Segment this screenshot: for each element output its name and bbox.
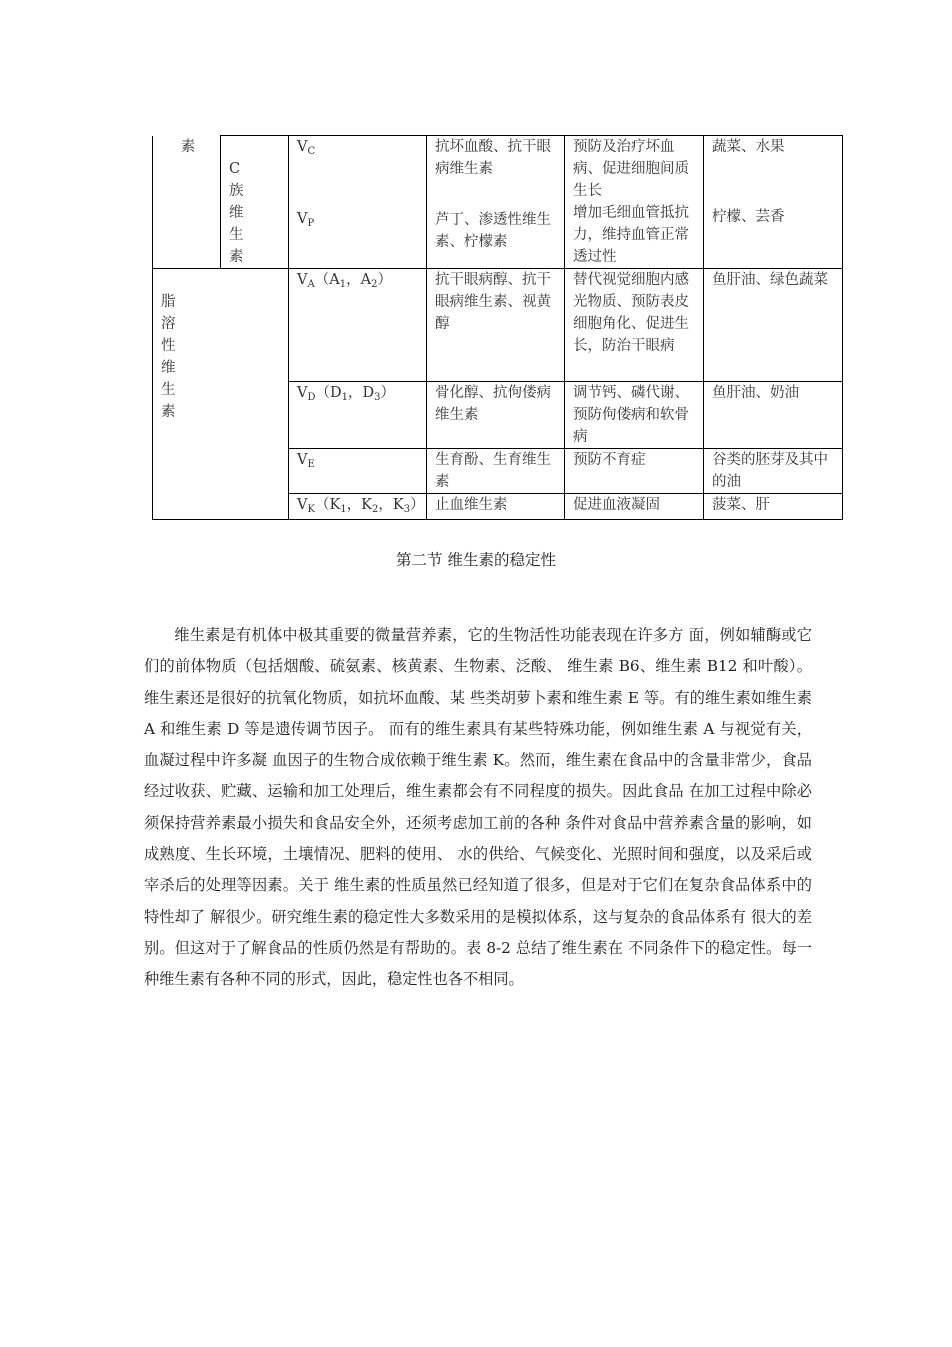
table-row-va [153, 269, 843, 382]
group-label: C 族 维 生 素 [229, 161, 244, 265]
aliases-cell [427, 136, 565, 269]
vp-aliases: 芦丁、渗透性维生素、柠檬素 [435, 212, 551, 250]
aliases-cell [427, 269, 565, 382]
vk-aliases: 止血维生素 [435, 497, 508, 513]
vitamin-name-ve: $V_E$ [297, 452, 315, 470]
vitamin-name-cell [289, 494, 427, 520]
vd-source: 鱼肝油、奶油 [712, 385, 799, 401]
source-cell [704, 449, 843, 494]
table-row-c-group [153, 136, 843, 269]
function-cell [565, 449, 704, 494]
function-cell [565, 382, 704, 449]
va-function: 替代视觉细胞内感光物质、预防表皮细胞角化、促进生长，防治干眼病 [573, 272, 689, 354]
vd-function: 调节钙、磷代谢、预防佝偻病和软骨病 [573, 385, 689, 445]
category-label: 脂 溶 性 维 生 素 [161, 294, 176, 420]
function-cell [565, 269, 704, 382]
vc-aliases: 抗坏血酸、抗干眼病维生素 [435, 139, 551, 177]
vitamin-name-vd: $V_D(D_1$，$D_3$） [297, 385, 396, 403]
vitamin-name-vc: $V_C$ [297, 139, 316, 157]
vd-aliases: 骨化醇、抗佝偻病维生素 [435, 385, 551, 423]
category-cell-water-soluble-tail [153, 136, 221, 269]
source-cell [704, 494, 843, 520]
source-cell [704, 382, 843, 449]
category-cell-fat-soluble [153, 269, 289, 520]
vitamin-name-vk: $V_K(K_1$，$K_2$，$K_3$） [297, 497, 425, 515]
ve-function: 预防不育症 [573, 452, 646, 468]
section-title: 第二节 维生素的稳定性 [396, 551, 556, 569]
aliases-cell [427, 382, 565, 449]
vitamin-name-va: $V_A(A_1$，$A_2$） [297, 272, 392, 290]
function-cell [565, 136, 704, 269]
vitamin-name-cell [289, 136, 427, 269]
va-aliases: 抗干眼病醇、抗干眼病维生素、视黄醇 [435, 272, 551, 332]
ve-aliases: 生育酚、生育维生素 [435, 452, 551, 490]
function-cell [565, 494, 704, 520]
vitamin-name-cell [289, 449, 427, 494]
group-cell-c [221, 136, 289, 269]
aliases-cell [427, 449, 565, 494]
vitamin-table [152, 135, 843, 520]
vc-function: 预防及治疗坏血病、促进细胞间质生长 [573, 139, 689, 199]
vp-function: 增加毛细血管抵抗力，维持血管正常透过性 [573, 205, 689, 265]
vitamin-name-cell [289, 382, 427, 449]
vitamin-name-vp: $V_P$ [297, 211, 315, 229]
vk-source: 菠菜、肝 [712, 497, 770, 513]
va-source: 鱼肝油、绿色蔬菜 [712, 272, 828, 288]
source-cell [704, 136, 843, 269]
vp-source: 柠檬、芸香 [712, 209, 785, 225]
source-cell [704, 269, 843, 382]
aliases-cell [427, 494, 565, 520]
vc-source: 蔬菜、水果 [712, 139, 785, 155]
category-label: 素 [180, 138, 196, 155]
ve-source: 谷类的胚芽及其中的油 [712, 452, 828, 490]
vk-function: 促进血液凝固 [573, 497, 660, 513]
vitamin-name-cell [289, 269, 427, 382]
body-paragraph: 维生素是有机体中极其重要的微量营养素，它的生物活性功能表现在许多方 面，例如辅酶或它们的前体物质（包括烟酸、硫氨素、核黄素、生物素、泛酸、 维生素 B6、维生素 B12 和叶酸）。维生素还是很好的抗氧化物质，如抗坏血酸、某 些类胡萝卜素和维生素 E 等。有的维生素如维生素 A 和维生素 D 等是遗传调节因子。 而有的维生素具有某些特殊功能，例如维生素 A 与视觉有关，血凝过程中许多凝 血因子的生物合成依赖于维生素 K。然而，维生素在食品中的含量非常少，食品 经过收获、贮藏、运输和加工处理后，维生素都会有不同程度的损失。因此食品 在加工过程中除必须保持营养素最小损失和食品安全外，还须考虑加工前的各种 条件对食品中营养素含量的影响，如成熟度、生长环境，土壤情况、肥料的使用、 水的供给、气候变化、光照时间和强度，以及采后或宰杀后的处理等因素。关于 维生素的性质虽然已经知道了很多，但是对于它们在复杂食品体系中的特性却了 解很少。研究维生素的稳定性大多数采用的是模拟体系，这与复杂的食品体系有 很大的差别。但这对于了解食品的性质仍然是有帮助的。表 8-2 总结了维生素在 不同条件下的稳定性。每一种维生素有各种不同的形式，因此，稳定性也各不相同。 [144, 626, 812, 989]
